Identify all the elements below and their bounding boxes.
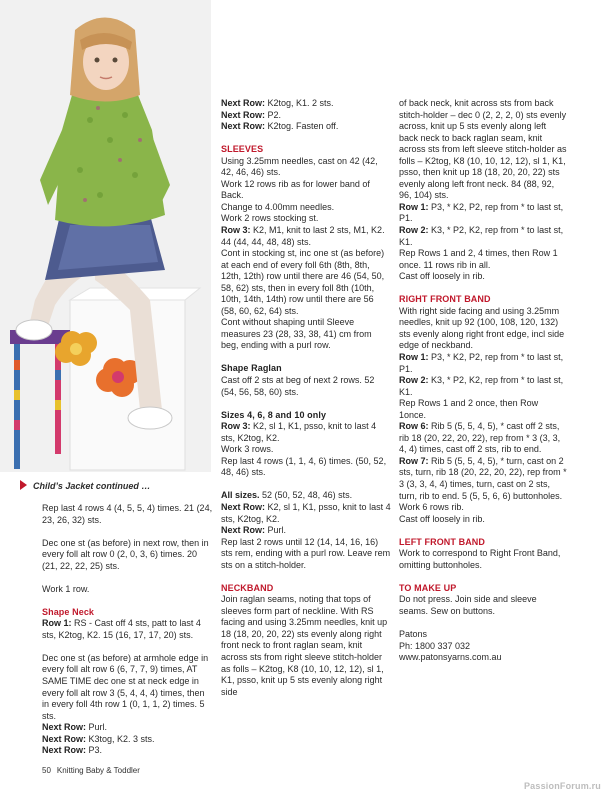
- row-label: All sizes.: [221, 490, 260, 501]
- heading-left-front-band: LEFT FRONT BAND: [399, 536, 485, 547]
- row-label: Next Row:: [221, 121, 266, 132]
- page-number: 50: [42, 766, 51, 775]
- paragraph-text: Rep Rows 1 and 2, 4 times, then Row 1 once. 11 rows rib in all.: [399, 248, 558, 270]
- paragraph-text: Cast off loosely in rib.: [399, 513, 485, 524]
- heading-sleeves: SLEEVES: [221, 144, 264, 155]
- heading-shape-raglan: Shape Raglan: [221, 363, 282, 374]
- row-text: RS - Cast off 4 sts, patt to last 4 sts, K2tog, K2. 15 (16, 17, 17, 20) sts.: [42, 618, 201, 640]
- row-text: P2.: [265, 109, 282, 120]
- row-label: Row 1:: [399, 201, 429, 212]
- paragraph-text: Work 2 rows stocking st.: [221, 213, 319, 224]
- row-text: Rib 5 (5, 5, 4, 5), * cast off 2 sts, rib 18 (20, 22, 20, 22), rep from * 3 (3, 3, 4, 4) times, cast off 2 sts, rib to end.: [399, 421, 561, 455]
- paragraph-text: Rep Rows 1 and 2 once, then Row 1once.: [399, 398, 539, 420]
- paragraph-text: Cont in stocking st, inc one st (as before) at each end of every foll 6th (8th, 8th, 12th, 12th) row until there are 46 (54, 50, 58, 62) sts, then in every foll 8th (10th, 10th, 14th, 14th) row until there are 56 (58, 60, 62, 64) sts.: [221, 248, 385, 316]
- row-label: Next Row:: [42, 722, 87, 733]
- row-text: K2, M1, knit to last 2 sts, M1, K2. 44 (44, 44, 48, 48) sts.: [221, 224, 385, 247]
- paragraph-text: Work 3 rows.: [221, 444, 274, 455]
- pattern-column-3: [399, 98, 567, 664]
- child-photo-illustration: [0, 0, 211, 472]
- row-label: Row 1:: [42, 618, 72, 629]
- sleeves-section: [221, 156, 391, 352]
- paragraph-text: Cont without shaping until Sleeve measures 23 (28, 33, 38, 41) cm from beg, ending with a purl row.: [221, 317, 372, 351]
- row-label: Next Row:: [221, 525, 266, 536]
- paragraph-text: Cast off loosely in rib.: [399, 271, 485, 282]
- col1-paragraph: Rep last 4 rows 4 (4, 5, 5, 4) times. 21 (24, 23, 26, 32) sts.: [42, 503, 213, 525]
- row-text: K3tog, K2. 3 sts.: [86, 733, 155, 744]
- photo-caption: [20, 480, 210, 491]
- caption-arrow-icon: [20, 480, 27, 490]
- paragraph-text: Using 3.25mm needles, cast on 42 (42, 42, 46, 46) sts.: [221, 155, 378, 178]
- row-label: Row 6:: [399, 421, 429, 432]
- row-text: Purl.: [265, 525, 287, 536]
- paragraph-text: Rep last 4 rows (1, 1, 4, 6) times. (50, 52, 48, 46) sts.: [221, 455, 387, 478]
- row-text: Purl.: [86, 722, 108, 733]
- row-label: Row 3:: [221, 421, 251, 432]
- row-label: Row 1:: [399, 351, 429, 362]
- heading-right-front-band: RIGHT FRONT BAND: [399, 294, 491, 305]
- row-text: P3, * K2, P2, rep from * to last st, P1.: [399, 351, 564, 374]
- paragraph-text: Rep last 2 rows until 12 (14, 14, 16, 16) sts rem, ending with a purl row. Leave rem sts on a stitch-holder.: [221, 536, 391, 570]
- row-text: P3, * K2, P2, rep from * to last st, P1.: [399, 201, 564, 224]
- col1-row-1: [42, 618, 214, 641]
- paragraph-text: of back neck, knit across sts from back stitch-holder – dec 0 (2, 2, 2, 0) sts evenly across, knit up 5 sts evenly along left back neck to back raglan seam, knit across sts from left sleeve stitch-holder as folls – K2tog, K8 (10, 10, 12, 12), sl 1, K1, psso, then knit up 18 (18, 20, 20, 22) sts evenly along left front neck. 84 (88, 92, 96, 104) sts.: [399, 98, 567, 201]
- row-text: K2, sl 1, K1, psso, knit to last 4 sts, K2tog, K2.: [221, 421, 377, 443]
- sizes-section: [221, 421, 391, 479]
- row-label: Next Row:: [221, 98, 266, 108]
- pattern-column-2: [221, 98, 391, 698]
- row-text: Rib 5 (5, 5, 4, 5), * turn, cast on 2 sts, turn, rib 18 (20, 22, 20, 22), rep from * 3 (3, 3, 4, 4) times, turn, cast on 2 sts, turn, rib to end. 5 (5, 5, 6, 6) buttonholes.: [399, 455, 567, 501]
- col3-paragraph: Do not press. Join side and sleeve seams. Sew on buttons.: [399, 594, 537, 616]
- pattern-column-1: [42, 503, 214, 757]
- col1-paragraph: [42, 653, 214, 757]
- row-text: K3, * P2, K2, rep from * to last st, K1.: [399, 225, 564, 247]
- brand-name: Patons: [399, 628, 428, 639]
- col2-paragraph: Cast off 2 sts at beg of next 2 rows. 52 (54, 56, 58, 60) sts.: [221, 375, 375, 397]
- paragraph-text: Dec one st (as before) at armhole edge in every foll alt row 6 (6, 7, 7, 9) times, AT SAME TIME dec one st at neck edge in every foll alt row 3 (5, 4, 4, 4) times, then in every foll 4th row 1 (0, 1, 1, 2) times. 5 sts.: [42, 652, 209, 721]
- heading-sizes: Sizes 4, 6, 8 and 10 only: [221, 409, 327, 420]
- row-label: Row 2:: [399, 375, 429, 386]
- col1-paragraph: Dec one st (as before) in next row, then in every foll alt row 0 (2, 0, 3, 6) times. 20 (21, 22, 22, 25) sts.: [42, 537, 209, 571]
- row-text: P3.: [86, 745, 103, 756]
- row-label: Row 3:: [221, 224, 251, 235]
- row-label: Row 2:: [399, 225, 429, 236]
- row-label: Next Row:: [221, 501, 266, 512]
- row-label: Next Row:: [221, 109, 266, 120]
- row-label: Next Row:: [42, 745, 87, 756]
- phone-number: Ph: 1800 337 032: [399, 640, 471, 651]
- heading-neckband: NECKBAND: [221, 582, 274, 593]
- heading-to-make-up: TO MAKE UP: [399, 582, 457, 593]
- paragraph-text: Work 6 rows rib.: [399, 502, 464, 513]
- publication-title: Knitting Baby & Toddler: [56, 766, 140, 775]
- caption-text: Child’s Jacket continued …: [33, 481, 151, 491]
- row-text: K2tog, K1. 2 sts.: [265, 98, 334, 108]
- child-photo: [0, 0, 211, 472]
- col2-next-rows: [221, 98, 391, 133]
- page-footer: [42, 766, 146, 775]
- all-sizes-section: [221, 490, 391, 571]
- contact-block: [399, 629, 567, 664]
- right-front-band-section: [399, 306, 567, 525]
- neckband-continued: [399, 98, 567, 283]
- col2-paragraph: Join raglan seams, noting that tops of sleeves form part of neckline. With RS facing and using 3.25mm needles, knit up 18 (18, 20, 20, 22) sts evenly along right front neck to front raglan seam, knit across sts from right sleeve stitch-holder as folls – K2tog, K8 (10, 10, 12, 12), sl 1, K1, psso, knit up 5 sts evenly along right side: [221, 594, 388, 697]
- col1-paragraph: Work 1 row.: [42, 583, 90, 594]
- website-link[interactable]: www.patonsyarns.com.au: [399, 652, 502, 663]
- paragraph-text: Change to 4.00mm needles.: [221, 201, 335, 212]
- row-text: K2, sl 1, K1, psso, knit to last 4 sts, K2tog, K2.: [221, 501, 391, 524]
- heading-shape-neck: Shape Neck: [42, 606, 95, 617]
- row-text: K2tog. Fasten off.: [265, 121, 339, 132]
- watermark: PassionForum.ru: [523, 781, 601, 791]
- row-label: Row 7:: [399, 455, 429, 466]
- row-text: 52 (50, 52, 48, 46) sts.: [259, 490, 353, 501]
- col3-paragraph: Work to correspond to Right Front Band, omitting buttonholes.: [399, 548, 561, 570]
- row-label: Next Row:: [42, 733, 87, 744]
- paragraph-text: Work 12 rows rib as for lower band of Back.: [221, 178, 370, 201]
- row-text: K3, * P2, K2, rep from * to last st, K1.: [399, 375, 564, 397]
- paragraph-text: With right side facing and using 3.25mm needles, knit up 92 (100, 108, 120, 132) sts evenly along right front edge, incl side edge of neckband.: [399, 305, 565, 351]
